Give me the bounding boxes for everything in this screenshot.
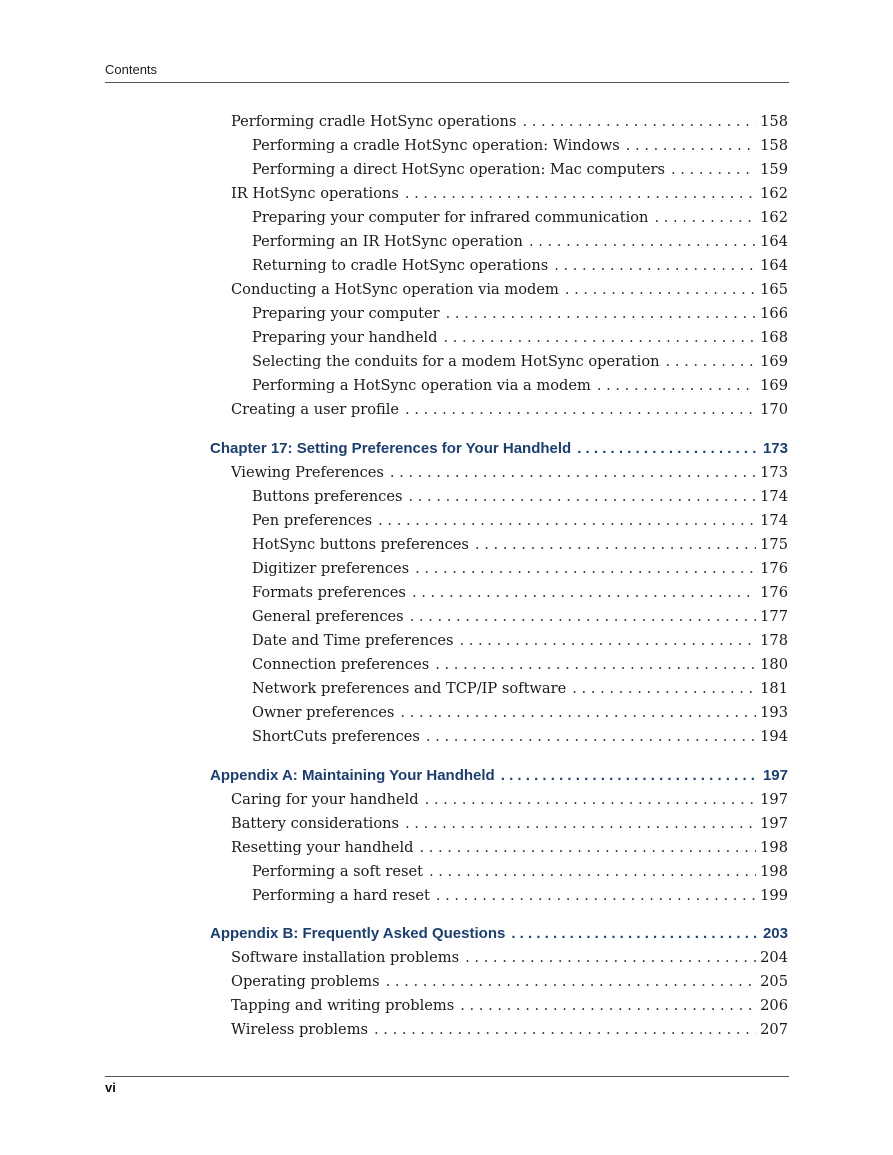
toc-page-number: 181: [760, 680, 788, 697]
toc-dot-leader: [465, 947, 756, 969]
toc-entry-title: ShortCuts preferences: [252, 728, 420, 745]
toc-entry-title: General preferences: [252, 608, 404, 625]
toc-dot-leader: [390, 462, 756, 484]
toc-dot-leader: [666, 351, 757, 373]
toc-entry[interactable]: [252, 486, 788, 508]
toc-dot-leader: [626, 135, 756, 157]
toc-dot-leader: [408, 486, 756, 508]
toc-page-number: 162: [760, 209, 788, 226]
toc-entry-title: Software installation problems: [231, 949, 460, 966]
toc-dot-leader: [415, 558, 756, 580]
toc-dot-leader: [405, 813, 756, 835]
toc-entry[interactable]: [231, 399, 788, 421]
toc-page-number: 158: [760, 113, 788, 130]
toc-dot-leader: [435, 654, 756, 676]
toc-entry[interactable]: [252, 327, 788, 349]
toc-page-number: 206: [760, 997, 788, 1014]
toc-entry-title: Performing a HotSync operation via a modem: [252, 377, 591, 394]
toc-dot-leader: [554, 255, 756, 277]
toc-page-number: 170: [760, 401, 788, 418]
toc-dot-leader: [522, 111, 756, 133]
toc-page-number: 174: [760, 488, 788, 505]
toc-page-number: 198: [760, 839, 788, 856]
toc-entry[interactable]: [252, 726, 788, 748]
toc-dot-leader: [405, 399, 756, 421]
toc-entry-title: Connection preferences: [252, 656, 430, 673]
toc-chapter-entry[interactable]: [210, 923, 788, 945]
toc-dot-leader: [446, 303, 757, 325]
page-number: vi: [105, 1080, 116, 1095]
toc-page-number: 197: [760, 791, 788, 808]
toc-entry[interactable]: [252, 861, 788, 883]
toc-entry-title: Appendix B: Frequently Asked Questions: [210, 925, 506, 942]
toc-entry-title: Date and Time preferences: [252, 632, 454, 649]
toc-page-number: 197: [760, 815, 788, 832]
toc-page-number: 207: [760, 1021, 788, 1038]
toc-dot-leader: [443, 327, 756, 349]
toc-entry-title: Resetting your handheld: [231, 839, 414, 856]
toc-entry[interactable]: [252, 630, 788, 652]
toc-entry[interactable]: [252, 702, 788, 724]
toc-dot-leader: [378, 510, 756, 532]
toc-entry-title: Operating problems: [231, 973, 380, 990]
toc-entry-title: Battery considerations: [231, 815, 400, 832]
toc-entry-title: Preparing your computer: [252, 305, 440, 322]
toc-entry-title: Digitizer preferences: [252, 560, 410, 577]
toc-entry-title: Wireless problems: [231, 1021, 369, 1038]
toc-page-number: 197: [762, 767, 788, 784]
toc-entry-title: Preparing your computer for infrared communication: [252, 209, 649, 226]
toc-dot-leader: [410, 606, 757, 628]
toc-page-number: 168: [760, 329, 788, 346]
toc-page-number: 158: [760, 137, 788, 154]
toc-chapter-entry[interactable]: [210, 765, 788, 787]
toc-page-number: 166: [760, 305, 788, 322]
toc-dot-leader: [429, 861, 756, 883]
toc-dot-leader: [572, 678, 756, 700]
toc-entry[interactable]: [231, 995, 788, 1017]
toc-entry[interactable]: [231, 947, 788, 969]
toc-entry[interactable]: [252, 255, 788, 277]
toc-dot-leader: [671, 159, 756, 181]
toc-entry-title: Pen preferences: [252, 512, 373, 529]
toc-entry-title: Preparing your handheld: [252, 329, 438, 346]
toc-dot-leader: [597, 375, 756, 397]
toc-entry[interactable]: [252, 558, 788, 580]
toc-entry[interactable]: [252, 606, 788, 628]
toc-dot-leader: [577, 438, 759, 460]
toc-page-number: 169: [760, 377, 788, 394]
toc-entry-title: IR HotSync operations: [231, 185, 399, 202]
toc-page-number: 175: [760, 536, 788, 553]
toc-entry-title: Viewing Preferences: [231, 464, 384, 481]
toc-dot-leader: [501, 765, 759, 787]
toc-entry-title: Performing a soft reset: [252, 863, 423, 880]
toc-dot-leader: [475, 534, 756, 556]
toc-dot-leader: [459, 630, 756, 652]
toc-entry-title: Network preferences and TCP/IP software: [252, 680, 567, 697]
toc-dot-leader: [511, 923, 759, 945]
running-header: Contents: [105, 62, 158, 77]
toc-entry-title: Performing cradle HotSync operations: [231, 113, 517, 130]
footer-rule: [105, 1076, 789, 1077]
toc-entry[interactable]: [252, 885, 788, 907]
toc-page-number: 176: [760, 584, 788, 601]
toc-page-number: 174: [760, 512, 788, 529]
toc-entry[interactable]: [252, 351, 788, 373]
toc-entry[interactable]: [252, 135, 788, 157]
toc-entry[interactable]: [252, 582, 788, 604]
toc-page-number: 178: [760, 632, 788, 649]
toc-dot-leader: [374, 1019, 756, 1041]
toc-page-number: 205: [760, 973, 788, 990]
toc-entry[interactable]: [252, 510, 788, 532]
toc-page-number: 169: [760, 353, 788, 370]
toc-page-number: 203: [762, 925, 788, 942]
toc-entry[interactable]: [231, 1019, 788, 1041]
toc-entry[interactable]: [252, 654, 788, 676]
toc-page-number: 198: [760, 863, 788, 880]
toc-entry-title: Tapping and writing problems: [231, 997, 455, 1014]
toc-page-number: 159: [760, 161, 788, 178]
toc-page-number: 204: [760, 949, 788, 966]
toc-dot-leader: [412, 582, 756, 604]
toc-dot-leader: [400, 702, 756, 724]
toc-entry[interactable]: [252, 303, 788, 325]
toc-entry-title: Formats preferences: [252, 584, 406, 601]
toc-dot-leader: [419, 837, 756, 859]
toc-entry-title: Performing a direct HotSync operation: Mac computers: [252, 161, 665, 178]
toc-entry[interactable]: [231, 183, 788, 205]
toc-entry-title: Caring for your handheld: [231, 791, 419, 808]
toc-page-number: 165: [760, 281, 788, 298]
toc-page-number: 193: [760, 704, 788, 721]
toc-entry[interactable]: [252, 375, 788, 397]
toc-entry[interactable]: [231, 111, 788, 133]
toc-entry[interactable]: [252, 231, 788, 253]
toc-dot-leader: [386, 971, 757, 993]
toc-entry-title: Appendix A: Maintaining Your Handheld: [210, 767, 495, 784]
toc-page-number: 194: [760, 728, 788, 745]
toc-entry-title: HotSync buttons preferences: [252, 536, 469, 553]
toc-page-number: 173: [760, 464, 788, 481]
toc-page-number: 176: [760, 560, 788, 577]
header-rule: [105, 82, 789, 83]
toc-entry-title: Performing an IR HotSync operation: [252, 233, 523, 250]
toc-page-number: 164: [760, 257, 788, 274]
toc-page-number: 162: [760, 185, 788, 202]
toc-entry-title: Conducting a HotSync operation via modem: [231, 281, 559, 298]
toc-entry[interactable]: [252, 159, 788, 181]
toc-dot-leader: [460, 995, 756, 1017]
toc-entry-title: Performing a cradle HotSync operation: Windows: [252, 137, 620, 154]
toc-entry[interactable]: [231, 279, 788, 301]
toc-entry[interactable]: [252, 534, 788, 556]
toc-dot-leader: [654, 207, 756, 229]
toc-page-number: 164: [760, 233, 788, 250]
toc-entry-title: Owner preferences: [252, 704, 395, 721]
toc-dot-leader: [426, 726, 756, 748]
toc-page-number: 173: [762, 440, 788, 457]
toc-dot-leader: [405, 183, 756, 205]
toc-entry[interactable]: [231, 971, 788, 993]
toc-entry-title: Returning to cradle HotSync operations: [252, 257, 549, 274]
toc-dot-leader: [565, 279, 756, 301]
toc-entry-title: Selecting the conduits for a modem HotSync operation: [252, 353, 660, 370]
toc-entry-title: Chapter 17: Setting Preferences for Your Handheld: [210, 440, 572, 457]
toc-page-number: 177: [760, 608, 788, 625]
toc-entry[interactable]: [231, 789, 788, 811]
toc-entry[interactable]: [252, 207, 788, 229]
toc-entry-title: Buttons preferences: [252, 488, 403, 505]
toc-entry-title: Performing a hard reset: [252, 887, 430, 904]
toc-page-number: 180: [760, 656, 788, 673]
toc-entry[interactable]: [231, 813, 788, 835]
toc-entry[interactable]: [252, 678, 788, 700]
toc-entry[interactable]: [231, 462, 788, 484]
toc-chapter-entry[interactable]: [210, 438, 788, 460]
toc-dot-leader: [436, 885, 756, 907]
toc-dot-leader: [529, 231, 756, 253]
toc-page-number: 199: [760, 887, 788, 904]
toc-entry-title: Creating a user profile: [231, 401, 400, 418]
toc-entry[interactable]: [231, 837, 788, 859]
toc-dot-leader: [425, 789, 757, 811]
